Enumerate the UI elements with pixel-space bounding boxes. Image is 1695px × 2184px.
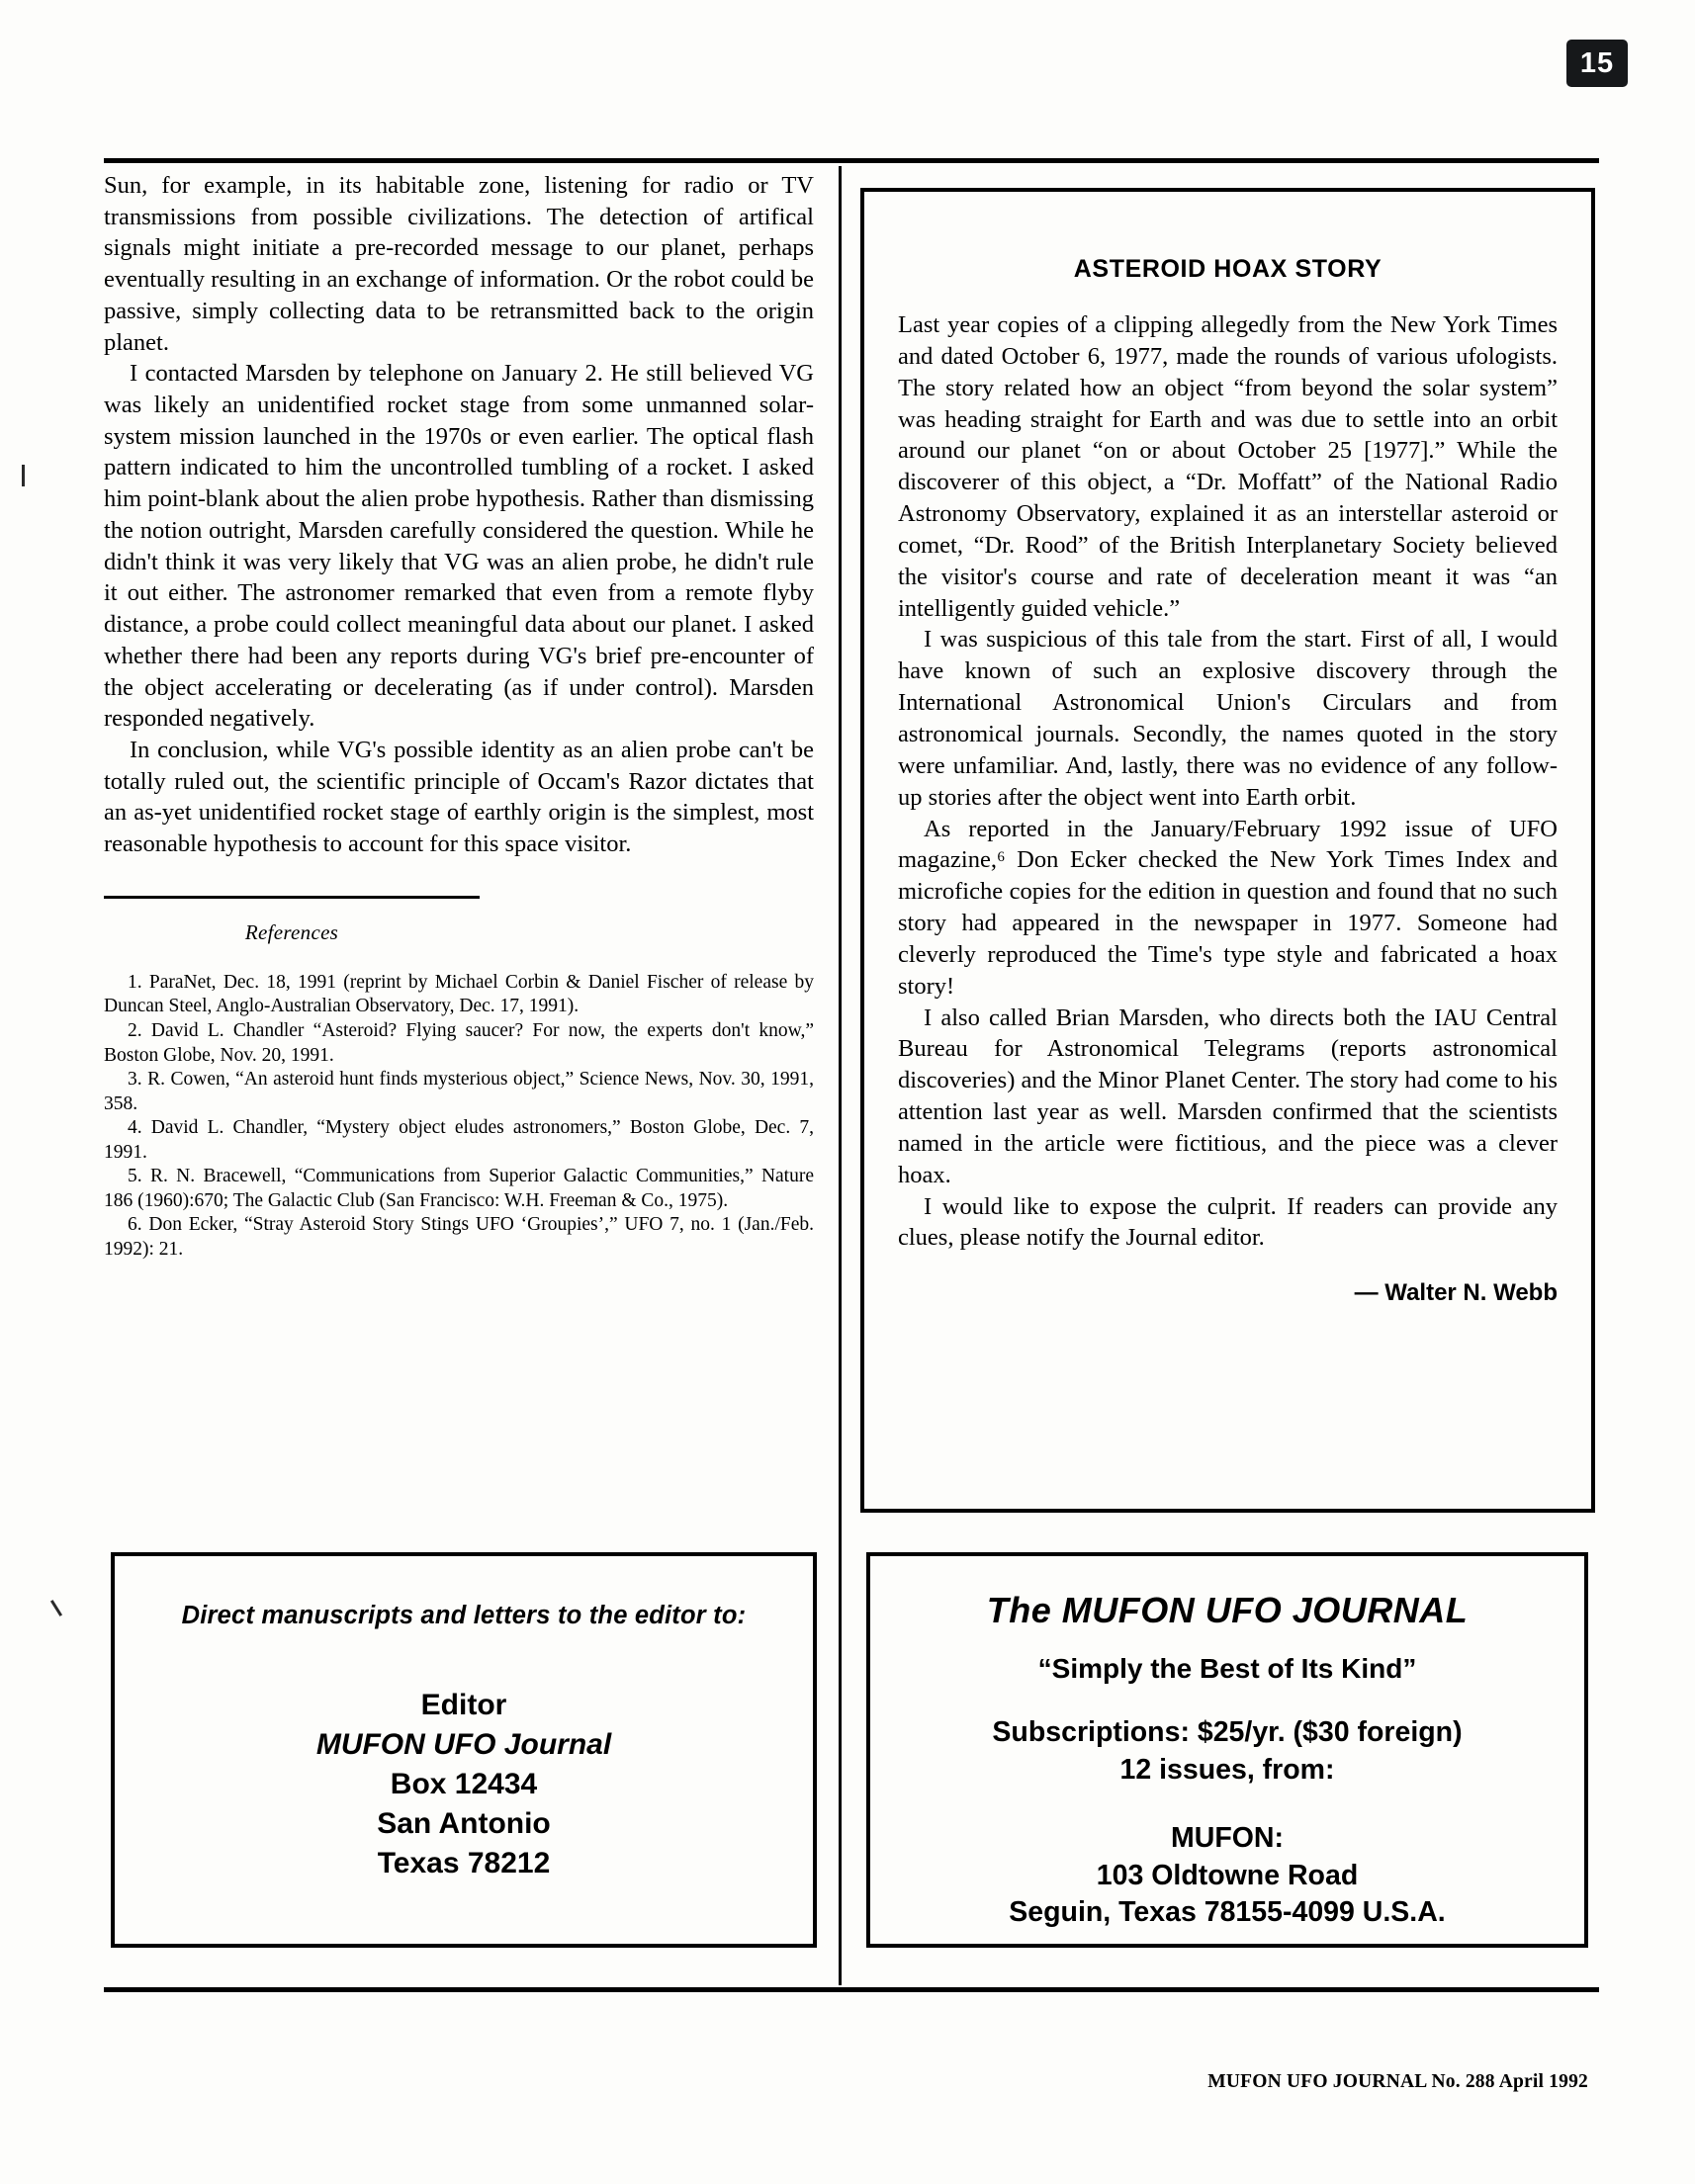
subscription-issues-line: 12 issues, from: (1119, 1753, 1335, 1786)
column-divider-rule (839, 166, 842, 1985)
address-city-line: Seguin, Texas 78155-4099 U.S.A. (1009, 1896, 1446, 1929)
references-list (104, 971, 814, 1263)
reference-item: 3. R. Cowen, “An asteroid hunt finds mysterious object,” Science News, Nov. 30, 1991, 358. (104, 1069, 814, 1114)
reference-item: 4. David L. Chandler, “Mystery object eludes astronomers,” Boston Globe, Dec. 7, 1991. (104, 1117, 814, 1163)
page-footer: MUFON UFO JOURNAL No. 288 April 1992 (1207, 2071, 1588, 2092)
scan-artifact (22, 465, 25, 486)
reference-item: 5. R. N. Bracewell, “Communications from Superior Galactic Communities,” Nature 186 (1960):670; The Galactic Club (San Francisco: W.H. Freeman & Co., 1975). (104, 1166, 814, 1211)
body-paragraph: I would like to expose the culprit. If readers can provide any clues, please notify the Journal editor. (898, 1192, 1558, 1252)
left-column (104, 170, 814, 1263)
editor-contact-box (111, 1552, 817, 1948)
body-paragraph: I was suspicious of this tale from the start. First of all, I would have known of such an explosive discovery through the International Astronomical Union's Circulars and from astronomical journals. Secondly, the names quoted in the story were unfamiliar. And, lastly, there was no evidence of any follow-up stories after the object went into Earth orbit. (898, 626, 1558, 811)
editor-address-line: Editor (420, 1689, 507, 1721)
body-paragraph: Last year copies of a clipping allegedly from the New York Times and dated October 6, 1977, made the rounds of various ufologists. The story related how an object “from beyond the solar system” was heading straight for Earth and was due to settle into an orbit around our planet “on or about October 25 [1977].” While the discoverer of this object, a “Dr. Moffatt” of the National Radio Astronomy Observatory, explained it as an interstellar asteroid or comet, “Dr. Rood” of the British Interplanetary Society believed the visitor's course and rate of deceleration meant it was “an intelligently guided vehicle.” (898, 311, 1558, 622)
references-divider (104, 896, 480, 899)
body-paragraph: Sun, for example, in its habitable zone, listening for radio or TV transmissions from possible civilizations. The detection of artifical signals might initiate a pre-recorded message to our planet, perhaps eventually resulting in an exchange of information. Or the robot could be passive, simply collecting data to be retransmitted back to the origin planet. (104, 172, 814, 356)
asteroid-hoax-title: ASTEROID HOAX STORY (1073, 255, 1383, 283)
article-byline: — Walter N. Webb (1354, 1279, 1558, 1307)
editor-address-line: Box 12434 (390, 1767, 538, 1800)
top-horizontal-rule (104, 158, 1599, 163)
editor-address-line: Texas 78212 (377, 1846, 551, 1879)
body-paragraph: I also called Brian Marsden, who directs both the IAU Central Bureau for Astronomical Telegrams (reports astronomical discoveries) and the Minor Planet Center. The story had come to his attention last year as well. Marsden confirmed that the scientists named in the article were fictitious, and the piece was a clever hoax. (898, 1004, 1558, 1188)
address-street-line: 103 Oldtowne Road (1096, 1859, 1359, 1891)
journal-title: The MUFON UFO JOURNAL (986, 1590, 1469, 1630)
reference-item: 6. Don Ecker, “Stray Asteroid Story Stings UFO ‘Groupies’,” UFO 7, no. 1 (Jan./Feb. 1992): 21. (104, 1214, 814, 1260)
body-paragraph: In conclusion, while VG's possible identity as an alien probe can't be totally ruled out, the scientific principle of Occam's Razor dictates that an as-yet unidentified rocket stage of earthly origin is the simplest, most reasonable hypothesis to account for this space visitor. (104, 736, 814, 858)
scan-artifact (50, 1600, 62, 1616)
editor-address-line: San Antonio (377, 1806, 551, 1840)
body-paragraph: I contacted Marsden by telephone on January 2. He still believed VG was likely an unidentified rocket stage from some unmanned solar-system mission launched in the 1970s or even earlier. The optical flash pattern indicated to him the uncontrolled tumbling of a rocket. I asked him point-blank about the alien probe hypothesis. Rather than dismissing the notion outright, Marsden carefully considered the question. While he didn't think it was very likely that VG was an alien probe, he didn't rule it out either. The astronomer remarked that even from a remote flyby distance, a probe could collect meaningful data about our planet. I asked whether there had been any reports during VG's brief pre-encounter of the object accelerating or decelerating (as if under control). Marsden responded negatively. (104, 360, 814, 733)
subscription-price-line: Subscriptions: $25/yr. ($30 foreign) (992, 1716, 1463, 1748)
journal-tagline: “Simply the Best of Its Kind” (1037, 1653, 1417, 1684)
references-heading: References (244, 919, 339, 944)
asteroid-hoax-article-box (860, 188, 1595, 1513)
reference-item: 1. ParaNet, Dec. 18, 1991 (reprint by Michael Corbin & Daniel Fischer of release by Duncan Steel, Anglo-Australian Observatory, Dec. 17, 1991). (104, 971, 814, 1017)
journal-subscription-info (888, 1714, 1566, 1789)
journal-address (888, 1820, 1566, 1932)
address-org-line: MUFON: (1171, 1822, 1284, 1855)
bottom-horizontal-rule (104, 1987, 1599, 1992)
reference-item: 2. David L. Chandler “Asteroid? Flying saucer? For now, the experts don't know,” Boston Globe, Nov. 20, 1991. (104, 1019, 814, 1066)
editor-box-lead: Direct manuscripts and letters to the editor to: (181, 1602, 747, 1629)
editor-address-line: MUFON UFO Journal (315, 1727, 612, 1761)
page-number-badge: 15 (1566, 40, 1628, 87)
body-paragraph: As reported in the January/February 1992 issue of UFO magazine,⁶ Don Ecker checked the New York Times Index and microfiche copies for the edition in question and found that no such story had appeared in the newspaper in 1977. Someone had cleverly reproduced the Time's type style and fabricated a hoax story! (898, 815, 1558, 1000)
journal-subscription-box (866, 1552, 1588, 1948)
